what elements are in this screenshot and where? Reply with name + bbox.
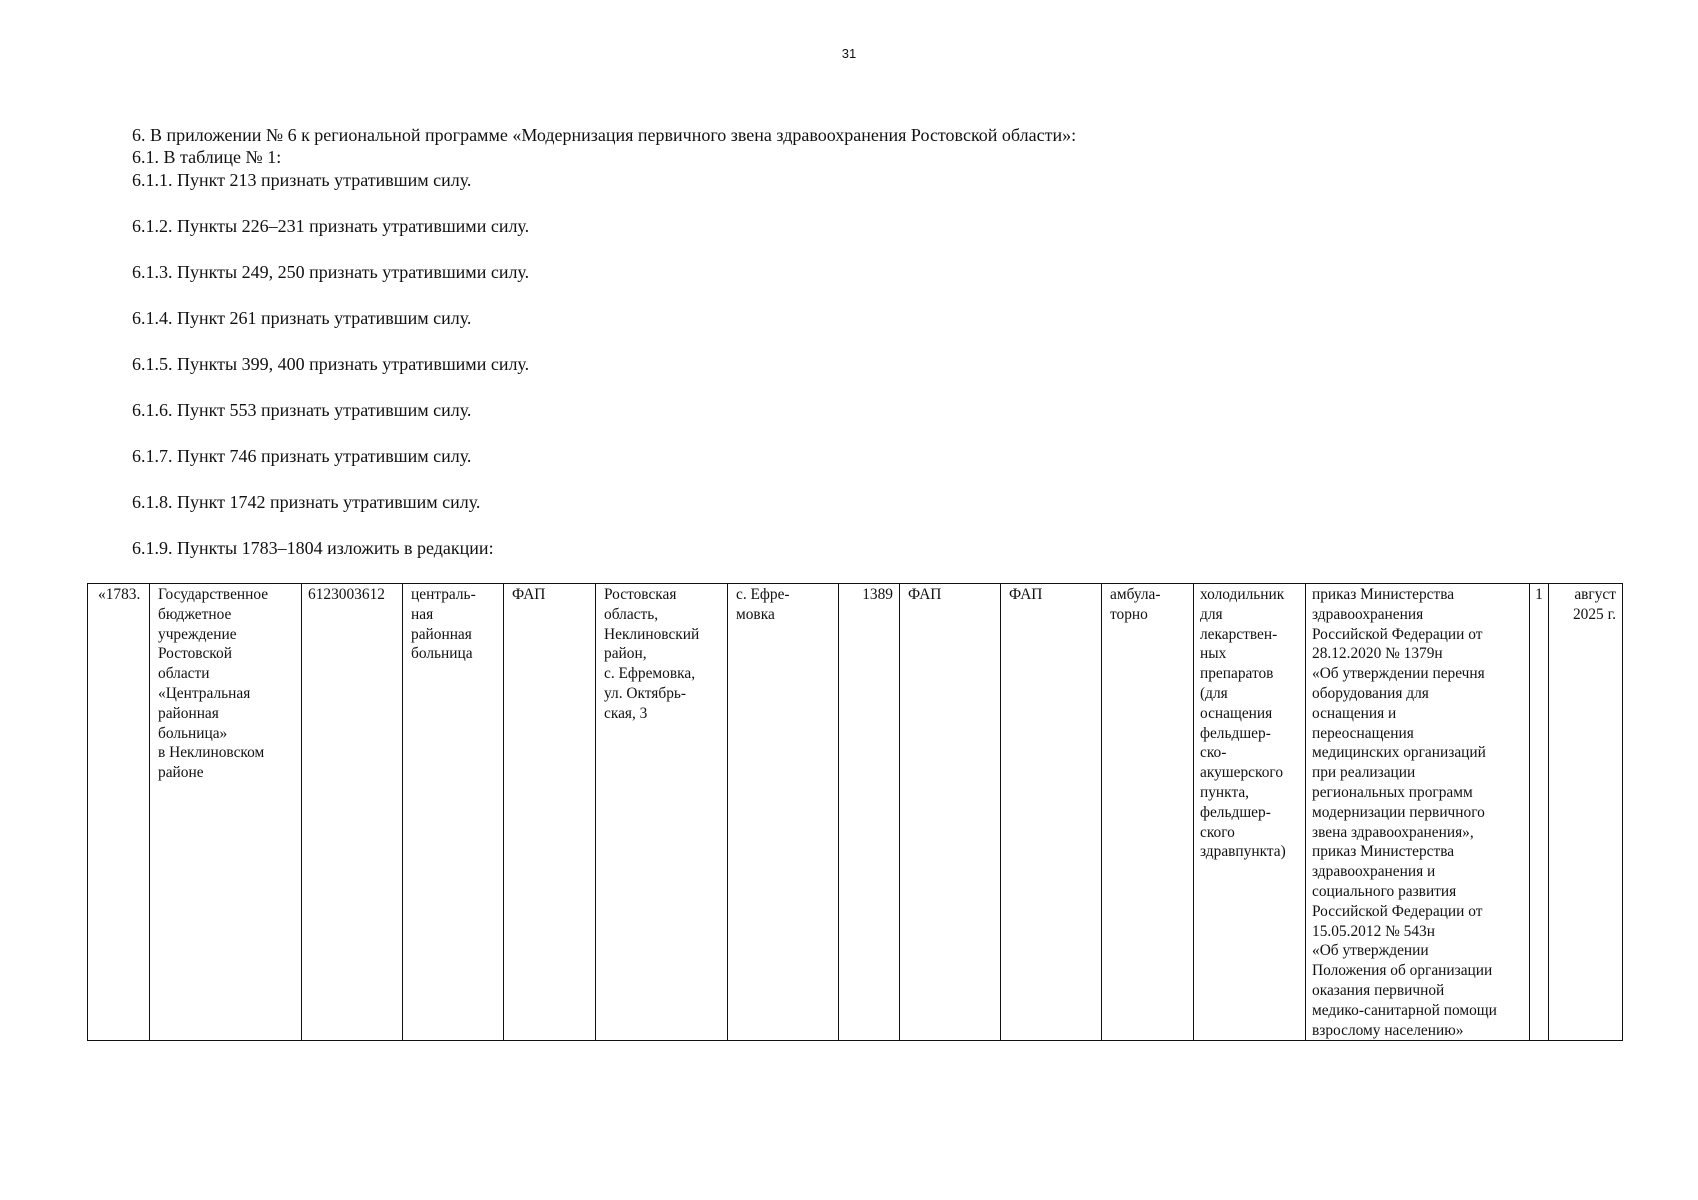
- cell-basis: приказ Министерства здравоохранения Российской Федерации от 28.12.2020 № 1379н «Об утверждении перечня оборудования для оснащения и переоснащения медицинских организаций при реализации региональных программ модернизации первичного звена здравоохранения», приказ Министерства здравоохранения и социального развития Российской Федерации от 15.05.2012 № 543н «Об утверждении Положения об организации оказания первичной медико-санитарной помощи взрослому населению»: [1306, 584, 1530, 1041]
- cell-org-type: централь- ная районная больница: [403, 584, 504, 1041]
- amendment-item: 6.1.3. Пункты 249, 250 признать утратившими силу.: [132, 262, 530, 282]
- equipment-table: [87, 583, 1623, 1041]
- cell-care-form: амбула- торно: [1102, 584, 1194, 1041]
- page-number: 31: [841, 46, 857, 61]
- amendment-item: 6.1.5. Пункты 399, 400 признать утратившими силу.: [132, 354, 530, 374]
- amendment-item: 6.1.7. Пункт 746 признать утратившим силу.: [132, 446, 472, 466]
- cell-unit-type: ФАП: [504, 584, 596, 1041]
- amendment-item: 6.1.1. Пункт 213 признать утратившим силу.: [132, 170, 472, 190]
- intro-line-1: 6. В приложении № 6 к региональной программе «Модернизация первичного звена здравоохранения Ростовской области»:: [132, 125, 1077, 145]
- cell-number: «1783.: [88, 584, 150, 1041]
- amendment-item: 6.1.6. Пункт 553 признать утратившим силу.: [132, 400, 472, 420]
- cell-inn: 6123003612: [302, 584, 403, 1041]
- cell-type-a: ФАП: [900, 584, 1001, 1041]
- intro-line-2: 6.1. В таблице № 1:: [132, 147, 282, 167]
- cell-population: 1389: [839, 584, 900, 1041]
- cell-address: Ростовская область, Неклиновский район, с. Ефремовка, ул. Октябрь- ская, 3: [596, 584, 728, 1041]
- cell-settlement: с. Ефре- мовка: [728, 584, 839, 1041]
- intro-block: [132, 124, 1532, 168]
- amendment-item: 6.1.4. Пункт 261 признать утратившим силу.: [132, 308, 472, 328]
- table-row: [88, 584, 1623, 1041]
- amendment-item: 6.1.8. Пункт 1742 признать утратившим силу.: [132, 492, 481, 512]
- amendment-item: 6.1.2. Пункты 226–231 признать утратившими силу.: [132, 216, 530, 236]
- cell-equipment: холодильник для лекарствен- ных препаратов (для оснащения фельдшер- ско- акушерского пункта, фельдшер- ского здравпункта): [1194, 584, 1306, 1041]
- cell-type-b: ФАП: [1001, 584, 1102, 1041]
- cell-quantity: 1: [1530, 584, 1549, 1041]
- cell-organization: Государственное бюджетное учреждение Ростовской области «Центральная районная больница» в Неклиновском районе: [150, 584, 302, 1041]
- cell-date: август 2025 г.: [1549, 584, 1623, 1041]
- amendment-item: 6.1.9. Пункты 1783–1804 изложить в редакции:: [132, 538, 494, 558]
